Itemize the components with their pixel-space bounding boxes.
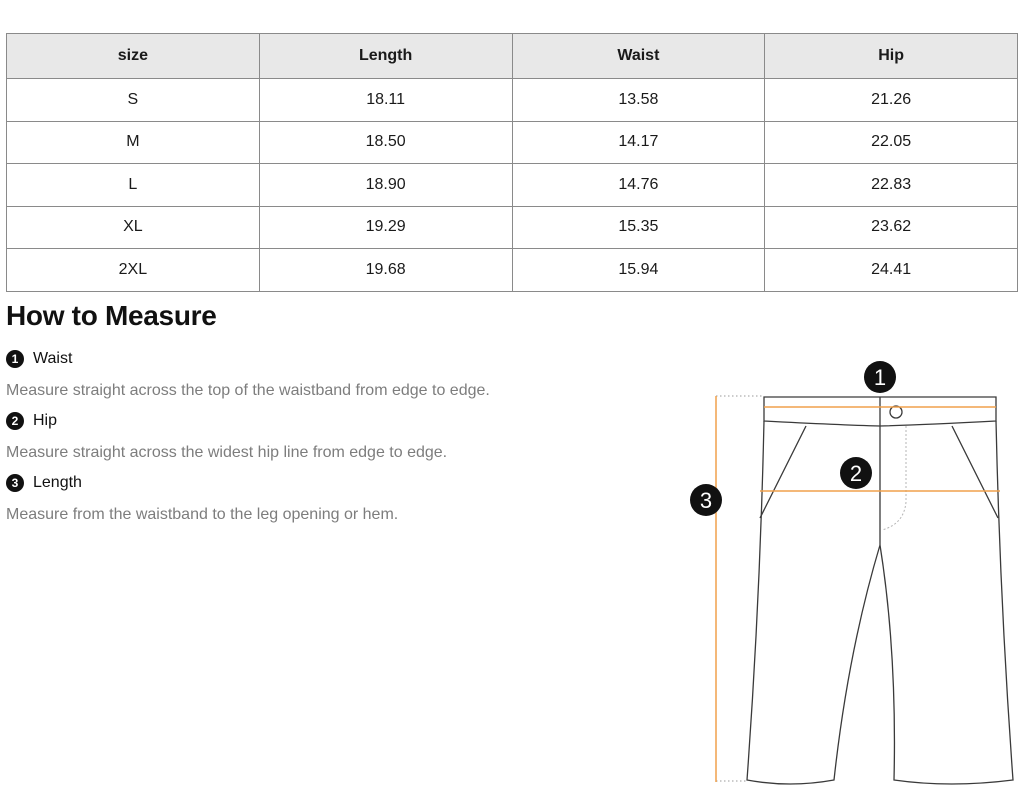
table-header-row [7,34,1018,79]
size-chart-table [6,33,1018,292]
measure-title: Waist [33,350,73,367]
header-hip: Hip [765,34,1018,79]
cell-hip: 22.05 [765,121,1018,164]
cell-hip: 24.41 [765,249,1018,292]
cell-size: L [7,164,260,207]
cell-length: 19.29 [259,206,512,249]
marker-1-label: 1 [873,365,887,390]
button-icon [890,406,902,418]
measure-title: Hip [33,412,58,429]
header-waist: Waist [512,34,765,79]
header-length: Length [259,34,512,79]
cell-size: XL [7,206,260,249]
left-pocket-line [760,426,806,518]
number-badge-icon: 2 [6,412,24,430]
cell-length: 19.68 [259,249,512,292]
cell-size: S [7,79,260,122]
marker-3-label: 3 [699,488,713,513]
cell-hip: 22.83 [765,164,1018,207]
measure-description: Measure straight across the top of the waistband from edge to edge. [6,382,490,399]
cell-hip: 21.26 [765,79,1018,122]
cell-waist: 15.35 [512,206,765,249]
measure-item-length [6,474,82,492]
cell-length: 18.11 [259,79,512,122]
table-row [7,249,1018,292]
table-row [7,121,1018,164]
cell-waist: 14.76 [512,164,765,207]
cell-size: M [7,121,260,164]
fly-stitch [882,426,906,530]
table-row [7,79,1018,122]
cell-length: 18.50 [259,121,512,164]
marker-2-label: 2 [849,461,863,486]
measure-description: Measure from the waistband to the leg opening or hem. [6,506,399,523]
number-badge-icon: 1 [6,350,24,368]
cell-hip: 23.62 [765,206,1018,249]
shorts-measurement-diagram [680,352,1020,792]
cell-waist: 15.94 [512,249,765,292]
measure-title: Length [33,474,82,491]
how-to-measure-heading: How to Measure [6,300,217,331]
table-row [7,206,1018,249]
cell-length: 18.90 [259,164,512,207]
measure-item-waist [6,350,72,368]
right-pocket-line [952,426,998,518]
cell-waist: 14.17 [512,121,765,164]
cell-size: 2XL [7,249,260,292]
header-size: size [7,34,260,79]
number-badge-icon: 3 [6,474,24,492]
cell-waist: 13.58 [512,79,765,122]
table-row [7,164,1018,207]
measure-item-hip [6,412,57,430]
measure-description: Measure straight across the widest hip line from edge to edge. [6,444,448,461]
